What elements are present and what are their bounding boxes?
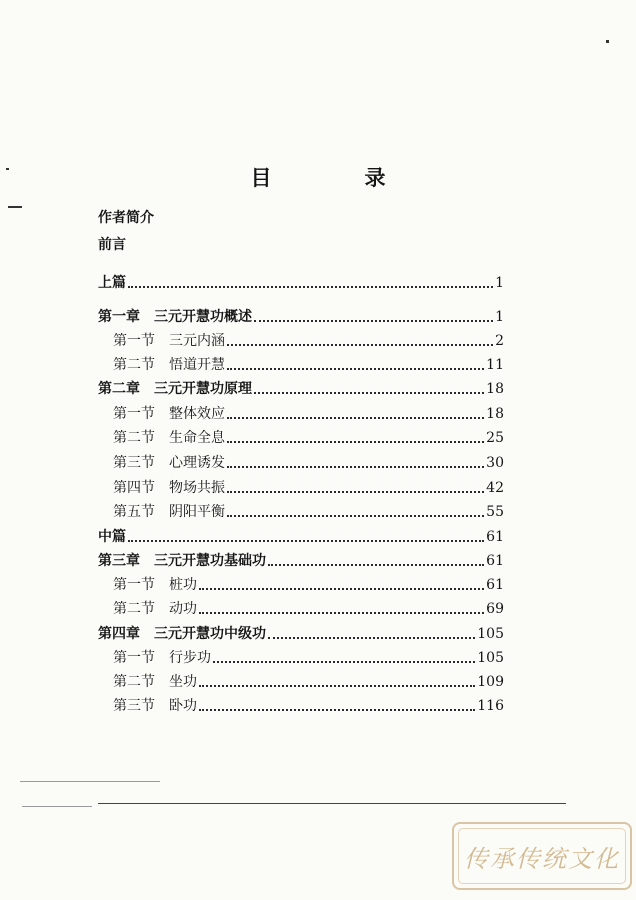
toc-page-number: 25 [486,430,504,446]
toc-section-number: 第四节 [113,480,155,496]
toc-label: 整体效应 [169,406,225,422]
toc-page-number: 1 [495,309,504,325]
toc-label: 心理诱发 [169,455,225,471]
toc-leader-dots [227,368,484,370]
toc-section-number: 第三节 [113,455,155,471]
toc-label: 坐功 [169,674,197,690]
toc-label: 上篇 [98,275,126,291]
toc-page-number: 55 [486,504,504,520]
toc-section-number: 第二节 [113,357,155,373]
toc-label: 第二章 三元开慧功原理 [98,381,252,397]
toc-leader-dots [227,515,484,517]
scan-speck [8,206,22,208]
toc-section[interactable] [113,352,504,374]
toc-section[interactable] [113,693,504,715]
toc-chapter[interactable] [98,304,504,326]
faint-rule [22,806,92,807]
toc-label: 第三章 三元开慧功基础功 [98,553,266,569]
toc-section-number: 第一节 [113,406,155,422]
toc-label: 第四章 三元开慧功中级功 [98,626,266,642]
toc-part[interactable] [98,524,504,546]
toc-page-number: 105 [477,626,504,642]
toc-leader-dots [268,564,484,566]
toc-chapter[interactable] [98,621,504,643]
toc-label: 桩功 [169,577,197,593]
toc-page-number: 42 [486,480,504,496]
toc-section[interactable] [113,450,504,472]
front-matter-preface[interactable]: 前言 [98,237,126,253]
toc-section-number: 第三节 [113,698,155,714]
toc-page-number: 11 [486,357,504,373]
toc-section[interactable] [113,669,504,691]
toc-label: 行步功 [169,650,211,666]
toc-section-number: 第一节 [113,333,155,349]
front-matter-author[interactable]: 作者简介 [98,210,154,226]
toc-page-number: 18 [486,406,504,422]
toc-leader-dots [213,661,475,663]
toc-label: 物场共振 [169,480,225,496]
scan-speck [606,40,609,43]
toc-section[interactable] [113,596,504,618]
toc-section-number: 第五节 [113,504,155,520]
toc-label: 卧功 [169,698,197,714]
toc-leader-dots [227,466,484,468]
watermark-seal: 传承传统文化 [452,822,632,890]
toc-section[interactable] [113,645,504,667]
toc-section-number: 第二节 [113,430,155,446]
bottom-rule [98,803,566,804]
toc-section-number: 第二节 [113,601,155,617]
page-title: 目 录 [250,166,422,190]
toc-chapter[interactable] [98,376,504,398]
toc-leader-dots [268,637,475,639]
toc-leader-dots [199,612,484,614]
toc-section[interactable] [113,401,504,423]
toc-label: 中篇 [98,529,126,545]
toc-label: 第一章 三元开慧功概述 [98,309,252,325]
toc-page-number: 30 [486,455,504,471]
toc-leader-dots [128,286,493,288]
toc-page-number: 61 [486,577,504,593]
toc-page-number: 69 [486,601,504,617]
toc-page-number: 1 [495,275,504,291]
toc-label: 生命全息 [169,430,225,446]
toc-section-number: 第一节 [113,650,155,666]
toc-page-number: 109 [477,674,504,690]
toc-chapter[interactable] [98,548,504,570]
toc-leader-dots [227,417,484,419]
toc-label: 阴阳平衡 [169,504,225,520]
toc-leader-dots [227,491,484,493]
toc-label: 悟道开慧 [169,357,225,373]
toc-section[interactable] [113,475,504,497]
toc-section[interactable] [113,572,504,594]
toc-page-number: 61 [486,529,504,545]
toc-section[interactable] [113,328,504,350]
toc-section-number: 第一节 [113,577,155,593]
toc-leader-dots [254,392,484,394]
toc-leader-dots [199,685,475,687]
toc-leader-dots [227,441,484,443]
toc-leader-dots [227,344,493,346]
toc-section-number: 第二节 [113,674,155,690]
toc-leader-dots [128,540,484,542]
toc-page-number: 18 [486,381,504,397]
faint-rule [20,781,160,782]
toc-part[interactable] [98,270,504,292]
toc-label: 动功 [169,601,197,617]
toc-page-number: 105 [477,650,504,666]
toc-page-number: 61 [486,553,504,569]
toc-section[interactable] [113,425,504,447]
scan-speck [6,168,9,170]
toc-leader-dots [199,588,484,590]
toc-leader-dots [199,709,475,711]
toc-page-number: 2 [495,333,504,349]
toc-section[interactable] [113,499,504,521]
toc-label: 三元内涵 [169,333,225,349]
toc-leader-dots [254,320,493,322]
toc-page-number: 116 [477,698,504,714]
